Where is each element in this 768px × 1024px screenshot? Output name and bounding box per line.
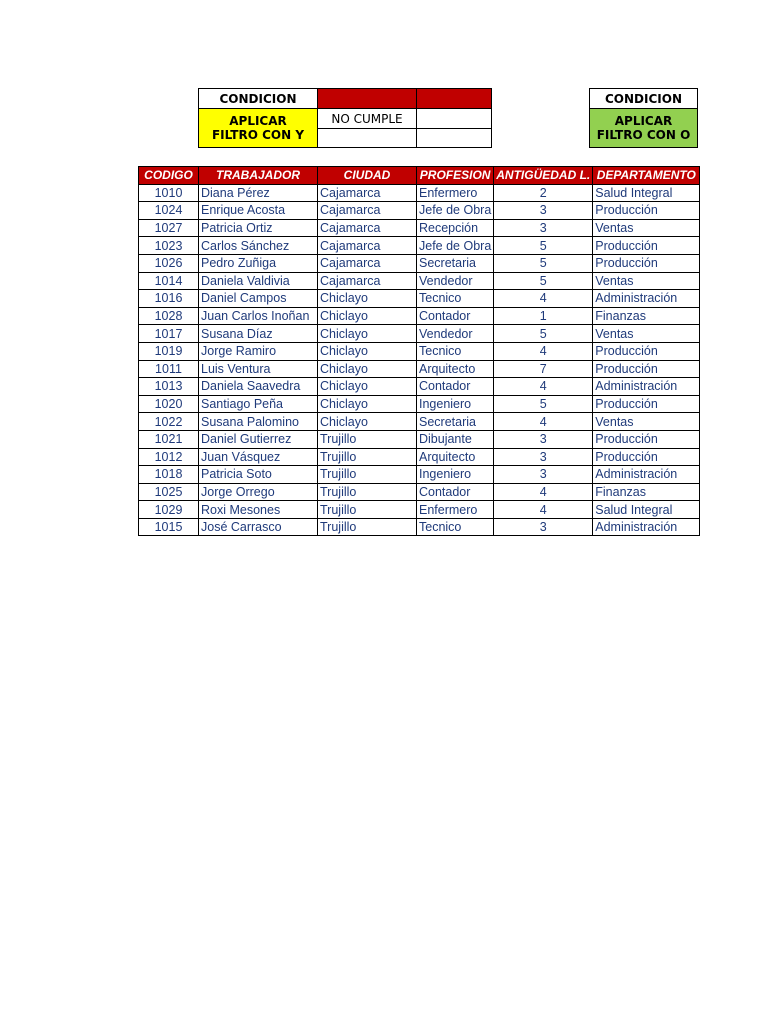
table-row [139, 518, 700, 536]
cell-codigo[interactable]: 1010 [139, 184, 199, 202]
cell-departamento[interactable]: Administración [593, 518, 700, 536]
cell-codigo[interactable]: 1018 [139, 466, 199, 484]
cell-departamento[interactable]: Producción [593, 237, 700, 255]
cell-departamento[interactable]: Producción [593, 342, 700, 360]
cell-departamento[interactable]: Producción [593, 448, 700, 466]
cell-antiguedad[interactable]: 5 [494, 325, 593, 343]
table-header-row [139, 167, 700, 185]
cell-antiguedad[interactable]: 4 [494, 342, 593, 360]
table-row [139, 360, 700, 378]
criteria-and-header-cell-1[interactable] [317, 88, 417, 109]
cell-codigo[interactable]: 1014 [139, 272, 199, 290]
cell-profesion[interactable]: Tecnico [417, 290, 494, 308]
table-row [139, 237, 700, 255]
table-body [139, 184, 700, 536]
cell-antiguedad[interactable]: 4 [494, 378, 593, 396]
table-row [139, 501, 700, 519]
column-header-ciudad[interactable]: CIUDAD [318, 167, 417, 185]
cell-antiguedad[interactable]: 3 [494, 219, 593, 237]
cell-ciudad[interactable]: Cajamarca [318, 219, 417, 237]
cell-profesion[interactable]: Enfermero [417, 501, 494, 519]
column-header-departamento[interactable]: DEPARTAMENTO [593, 167, 700, 185]
cell-departamento[interactable]: Ventas [593, 325, 700, 343]
criteria-and-header: CONDICION [198, 88, 318, 109]
table-row [139, 413, 700, 431]
cell-profesion[interactable]: Vendedor [417, 325, 494, 343]
criteria-and-cell-r2c1[interactable] [317, 128, 417, 148]
cell-departamento[interactable]: Producción [593, 360, 700, 378]
employee-table [138, 166, 700, 536]
cell-ciudad[interactable]: Chiclayo [318, 413, 417, 431]
cell-trabajador[interactable]: Daniel Gutierrez [199, 430, 318, 448]
cell-trabajador[interactable]: Santiago Peña [199, 395, 318, 413]
cell-codigo[interactable]: 1016 [139, 290, 199, 308]
cell-codigo[interactable]: 1015 [139, 518, 199, 536]
cell-profesion[interactable]: Contador [417, 378, 494, 396]
cell-departamento[interactable]: Producción [593, 202, 700, 220]
criteria-and-cell-r2c2[interactable] [416, 128, 492, 148]
cell-codigo[interactable]: 1013 [139, 378, 199, 396]
cell-departamento[interactable]: Producción [593, 395, 700, 413]
table-row [139, 483, 700, 501]
cell-antiguedad[interactable]: 4 [494, 290, 593, 308]
table-row [139, 378, 700, 396]
cell-departamento[interactable]: Administración [593, 466, 700, 484]
cell-profesion[interactable]: Arquitecto [417, 360, 494, 378]
cell-antiguedad[interactable]: 5 [494, 237, 593, 255]
cell-codigo[interactable]: 1029 [139, 501, 199, 519]
cell-ciudad[interactable]: Chiclayo [318, 290, 417, 308]
cell-trabajador[interactable]: Jorge Orrego [199, 483, 318, 501]
cell-ciudad[interactable]: Cajamarca [318, 237, 417, 255]
cell-codigo[interactable]: 1020 [139, 395, 199, 413]
cell-profesion[interactable]: Enfermero [417, 184, 494, 202]
table-row [139, 202, 700, 220]
apply-filter-or-button[interactable]: APLICAR FILTRO CON O [589, 108, 698, 148]
column-header-profesion[interactable]: PROFESION [417, 167, 494, 185]
column-header-trabajador[interactable]: TRABAJADOR [199, 167, 318, 185]
cell-ciudad[interactable]: Chiclayo [318, 395, 417, 413]
criteria-or-header: CONDICION [589, 88, 698, 109]
cell-profesion[interactable]: Jefe de Obra [417, 202, 494, 220]
cell-trabajador[interactable]: Jorge Ramiro [199, 342, 318, 360]
table-row [139, 307, 700, 325]
table-row [139, 272, 700, 290]
cell-departamento[interactable]: Ventas [593, 219, 700, 237]
table-row [139, 466, 700, 484]
cell-ciudad[interactable]: Trujillo [318, 466, 417, 484]
cell-antiguedad[interactable]: 3 [494, 466, 593, 484]
cell-ciudad[interactable]: Cajamarca [318, 272, 417, 290]
cell-departamento[interactable]: Producción [593, 430, 700, 448]
cell-profesion[interactable]: Secretaria [417, 413, 494, 431]
cell-departamento[interactable]: Administración [593, 378, 700, 396]
cell-antiguedad[interactable]: 3 [494, 518, 593, 536]
cell-antiguedad[interactable]: 3 [494, 448, 593, 466]
criteria-and-cell-r1c2[interactable] [416, 108, 492, 129]
cell-profesion[interactable]: Ingeniero [417, 395, 494, 413]
cell-trabajador[interactable]: Roxi Mesones [199, 501, 318, 519]
apply-filter-and-button[interactable]: APLICAR FILTRO CON Y [198, 108, 318, 148]
cell-codigo[interactable]: 1028 [139, 307, 199, 325]
table-row [139, 219, 700, 237]
cell-antiguedad[interactable]: 5 [494, 395, 593, 413]
cell-profesion[interactable]: Tecnico [417, 342, 494, 360]
cell-ciudad[interactable]: Cajamarca [318, 202, 417, 220]
cell-trabajador[interactable]: José Carrasco [199, 518, 318, 536]
cell-ciudad[interactable]: Chiclayo [318, 325, 417, 343]
cell-codigo[interactable]: 1012 [139, 448, 199, 466]
criteria-and-header-cell-2[interactable] [416, 88, 492, 109]
cell-codigo[interactable]: 1027 [139, 219, 199, 237]
cell-ciudad[interactable]: Chiclayo [318, 307, 417, 325]
cell-ciudad[interactable]: Chiclayo [318, 360, 417, 378]
table-row [139, 290, 700, 308]
cell-antiguedad[interactable]: 2 [494, 184, 593, 202]
cell-trabajador[interactable]: Luis Ventura [199, 360, 318, 378]
cell-trabajador[interactable]: Daniela Saavedra [199, 378, 318, 396]
cell-codigo[interactable]: 1011 [139, 360, 199, 378]
cell-trabajador[interactable]: Carlos Sánchez [199, 237, 318, 255]
table-row [139, 184, 700, 202]
cell-codigo[interactable]: 1019 [139, 342, 199, 360]
column-header-antiguedad[interactable]: ANTIGÜEDAD L. [494, 167, 593, 185]
cell-ciudad[interactable]: Trujillo [318, 483, 417, 501]
cell-departamento[interactable]: Salud Integral [593, 501, 700, 519]
cell-antiguedad[interactable]: 4 [494, 483, 593, 501]
cell-departamento[interactable]: Finanzas [593, 307, 700, 325]
cell-profesion[interactable]: Arquitecto [417, 448, 494, 466]
cell-codigo[interactable]: 1021 [139, 430, 199, 448]
cell-antiguedad[interactable]: 3 [494, 430, 593, 448]
cell-antiguedad[interactable]: 5 [494, 254, 593, 272]
table-row [139, 448, 700, 466]
cell-ciudad[interactable]: Chiclayo [318, 342, 417, 360]
cell-departamento[interactable]: Producción [593, 254, 700, 272]
cell-codigo[interactable]: 1024 [139, 202, 199, 220]
cell-ciudad[interactable]: Trujillo [318, 430, 417, 448]
cell-trabajador[interactable]: Daniel Campos [199, 290, 318, 308]
cell-codigo[interactable]: 1025 [139, 483, 199, 501]
cell-profesion[interactable]: Jefe de Obra [417, 237, 494, 255]
cell-profesion[interactable]: Contador [417, 307, 494, 325]
table-row [139, 395, 700, 413]
cell-departamento[interactable]: Ventas [593, 272, 700, 290]
cell-departamento[interactable]: Salud Integral [593, 184, 700, 202]
cell-ciudad[interactable]: Trujillo [318, 448, 417, 466]
cell-departamento[interactable]: Finanzas [593, 483, 700, 501]
table-row [139, 254, 700, 272]
column-header-codigo[interactable]: CODIGO [139, 167, 199, 185]
cell-profesion[interactable]: Vendedor [417, 272, 494, 290]
cell-profesion[interactable]: Contador [417, 483, 494, 501]
cell-codigo[interactable]: 1017 [139, 325, 199, 343]
cell-departamento[interactable]: Administración [593, 290, 700, 308]
cell-antiguedad[interactable]: 1 [494, 307, 593, 325]
cell-trabajador[interactable]: Susana Díaz [199, 325, 318, 343]
table-row [139, 342, 700, 360]
cell-codigo[interactable]: 1026 [139, 254, 199, 272]
cell-profesion[interactable]: Ingeniero [417, 466, 494, 484]
cell-profesion[interactable]: Dibujante [417, 430, 494, 448]
cell-antiguedad[interactable]: 5 [494, 272, 593, 290]
cell-ciudad[interactable]: Chiclayo [318, 378, 417, 396]
cell-departamento[interactable]: Ventas [593, 413, 700, 431]
cell-antiguedad[interactable]: 4 [494, 413, 593, 431]
cell-ciudad[interactable]: Cajamarca [318, 184, 417, 202]
cell-trabajador[interactable]: Daniela Valdivia [199, 272, 318, 290]
cell-profesion[interactable]: Secretaria [417, 254, 494, 272]
cell-ciudad[interactable]: Trujillo [318, 501, 417, 519]
cell-antiguedad[interactable]: 4 [494, 501, 593, 519]
cell-profesion[interactable]: Tecnico [417, 518, 494, 536]
cell-trabajador[interactable]: Enrique Acosta [199, 202, 318, 220]
table-row [139, 430, 700, 448]
cell-trabajador[interactable]: Susana Palomino [199, 413, 318, 431]
cell-trabajador[interactable]: Juan Carlos Inoñan [199, 307, 318, 325]
cell-profesion[interactable]: Recepción [417, 219, 494, 237]
table-row [139, 325, 700, 343]
cell-codigo[interactable]: 1023 [139, 237, 199, 255]
criteria-and-result[interactable]: NO CUMPLE [317, 108, 417, 129]
cell-codigo[interactable]: 1022 [139, 413, 199, 431]
cell-ciudad[interactable]: Cajamarca [318, 254, 417, 272]
cell-ciudad[interactable]: Trujillo [318, 518, 417, 536]
cell-antiguedad[interactable]: 3 [494, 202, 593, 220]
cell-trabajador[interactable]: Patricia Ortiz [199, 219, 318, 237]
cell-trabajador[interactable]: Pedro Zuñiga [199, 254, 318, 272]
cell-trabajador[interactable]: Diana Pérez [199, 184, 318, 202]
cell-trabajador[interactable]: Juan Vásquez [199, 448, 318, 466]
cell-trabajador[interactable]: Patricia Soto [199, 466, 318, 484]
cell-antiguedad[interactable]: 7 [494, 360, 593, 378]
